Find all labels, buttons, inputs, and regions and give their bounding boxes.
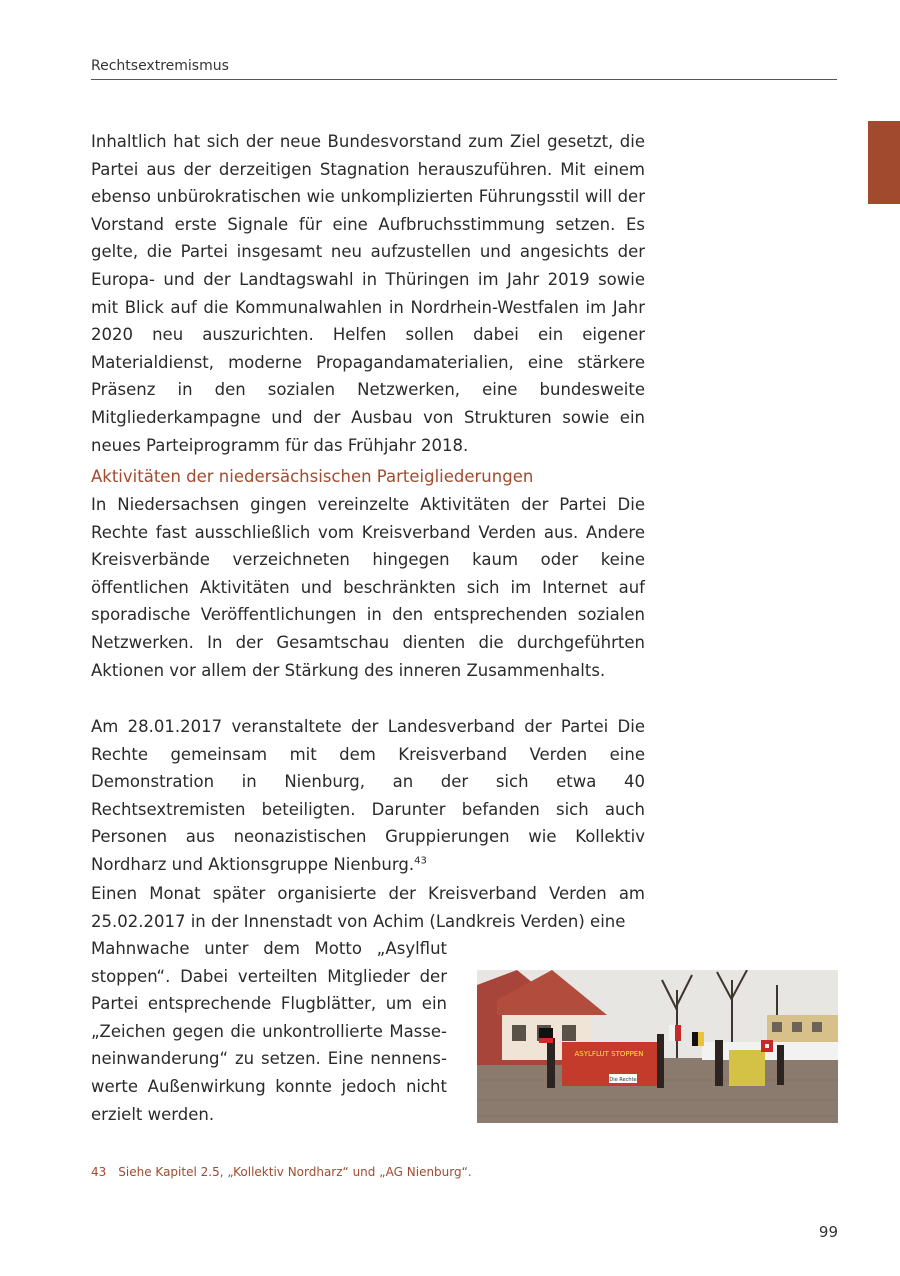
chapter-tab-marker xyxy=(868,121,900,204)
footnote xyxy=(91,1165,472,1179)
banner-text: ASYLFLUT STOPPEN xyxy=(574,1050,644,1058)
section-heading: Aktivitäten der niedersächsischen Parteigliederungen xyxy=(91,467,534,486)
paragraph-5: Mahnwache unter dem Motto „Asylflut stoppen“. Dabei verteilten Mitglieder der Partei entsprechende Flugblätter, um ein „Zeichen gegen die unkontrollierte Masseneinwanderung“ zu setzen. Eine nennenswerte Außenwirkung konnte jedoch nicht erzielt werden. xyxy=(91,939,447,1124)
demonstration-photo xyxy=(477,970,838,1123)
paragraph-4: Einen Monat später organisierte der Kreisverband Verden am 25.02.2017 in der Innenstadt von Achim (Landkreis Verden) eine xyxy=(91,884,645,931)
paragraph-3 xyxy=(91,713,645,879)
footnote-text: Siehe Kapitel 2.5, „Kollektiv Nordharz“ und „AG Nienburg“. xyxy=(118,1165,472,1179)
photo-illustration xyxy=(477,970,838,1123)
page-number: 99 xyxy=(818,1223,838,1241)
sign-text: Die Rechte xyxy=(609,1077,637,1083)
footnote-reference: 43 xyxy=(414,855,427,867)
paragraph-2: In Niedersachsen gingen vereinzelte Aktivitäten der Partei Die Rechte fast ausschließlich vom Kreisverband Verden aus. Andere Kreisverbände verzeichneten hingegen kaum oder keine öffentlichen Aktivitäten und beschränkten sich im Internet auf sporadische Veröffentlichungen in den entsprechenden sozialen Netzwerken. In der Gesamtschau dienten die durchgeführten Aktionen vor allem der Stärkung des inneren Zusammenhalts. xyxy=(91,495,645,680)
footnote-number: 43 xyxy=(91,1165,107,1179)
paragraph-1: Inhaltlich hat sich der neue Bundesvorstand zum Ziel gesetzt, die Partei aus der derzeitigen Stagnation herauszuführen. Mit einem ebenso unbürokratischen wie unkomplizierten Führungsstil will der Vorstand erste Signale für eine Aufbruchsstimmung setzen. Es gelte, die Partei insgesamt neu aufzustellen und angesichts der Europa- und der Landtagswahl in Thüringen im Jahr 2019 sowie mit Blick auf die Kommunalwahlen in Nordrhein-Westfalen im Jahr 2020 neu auszurichten. Helfen sollen dabei ein eigener Materialdienst, moderne Propagandamaterialien, eine stärkere Präsenz in den sozialen Netzwerken, eine bundesweite Mitgliederkampagne und der Ausbau von Strukturen sowie ein neues Parteiprogramm für das Frühjahr 2018. xyxy=(91,132,645,455)
paragraph-3-text: Am 28.01.2017 veranstaltete der Landesverband der Partei Die Rechte gemeinsam mit dem Kreisverband Verden eine Demonstration in Nienburg, an der sich etwa 40 Rechtsextremisten beteiligten. Darunter befanden sich auch Personen aus neonazistischen Gruppierungen wie Kollektiv Nordharz und Aktionsgruppe Nienburg. xyxy=(91,717,645,874)
running-header: Rechtsextremismus xyxy=(91,58,837,80)
